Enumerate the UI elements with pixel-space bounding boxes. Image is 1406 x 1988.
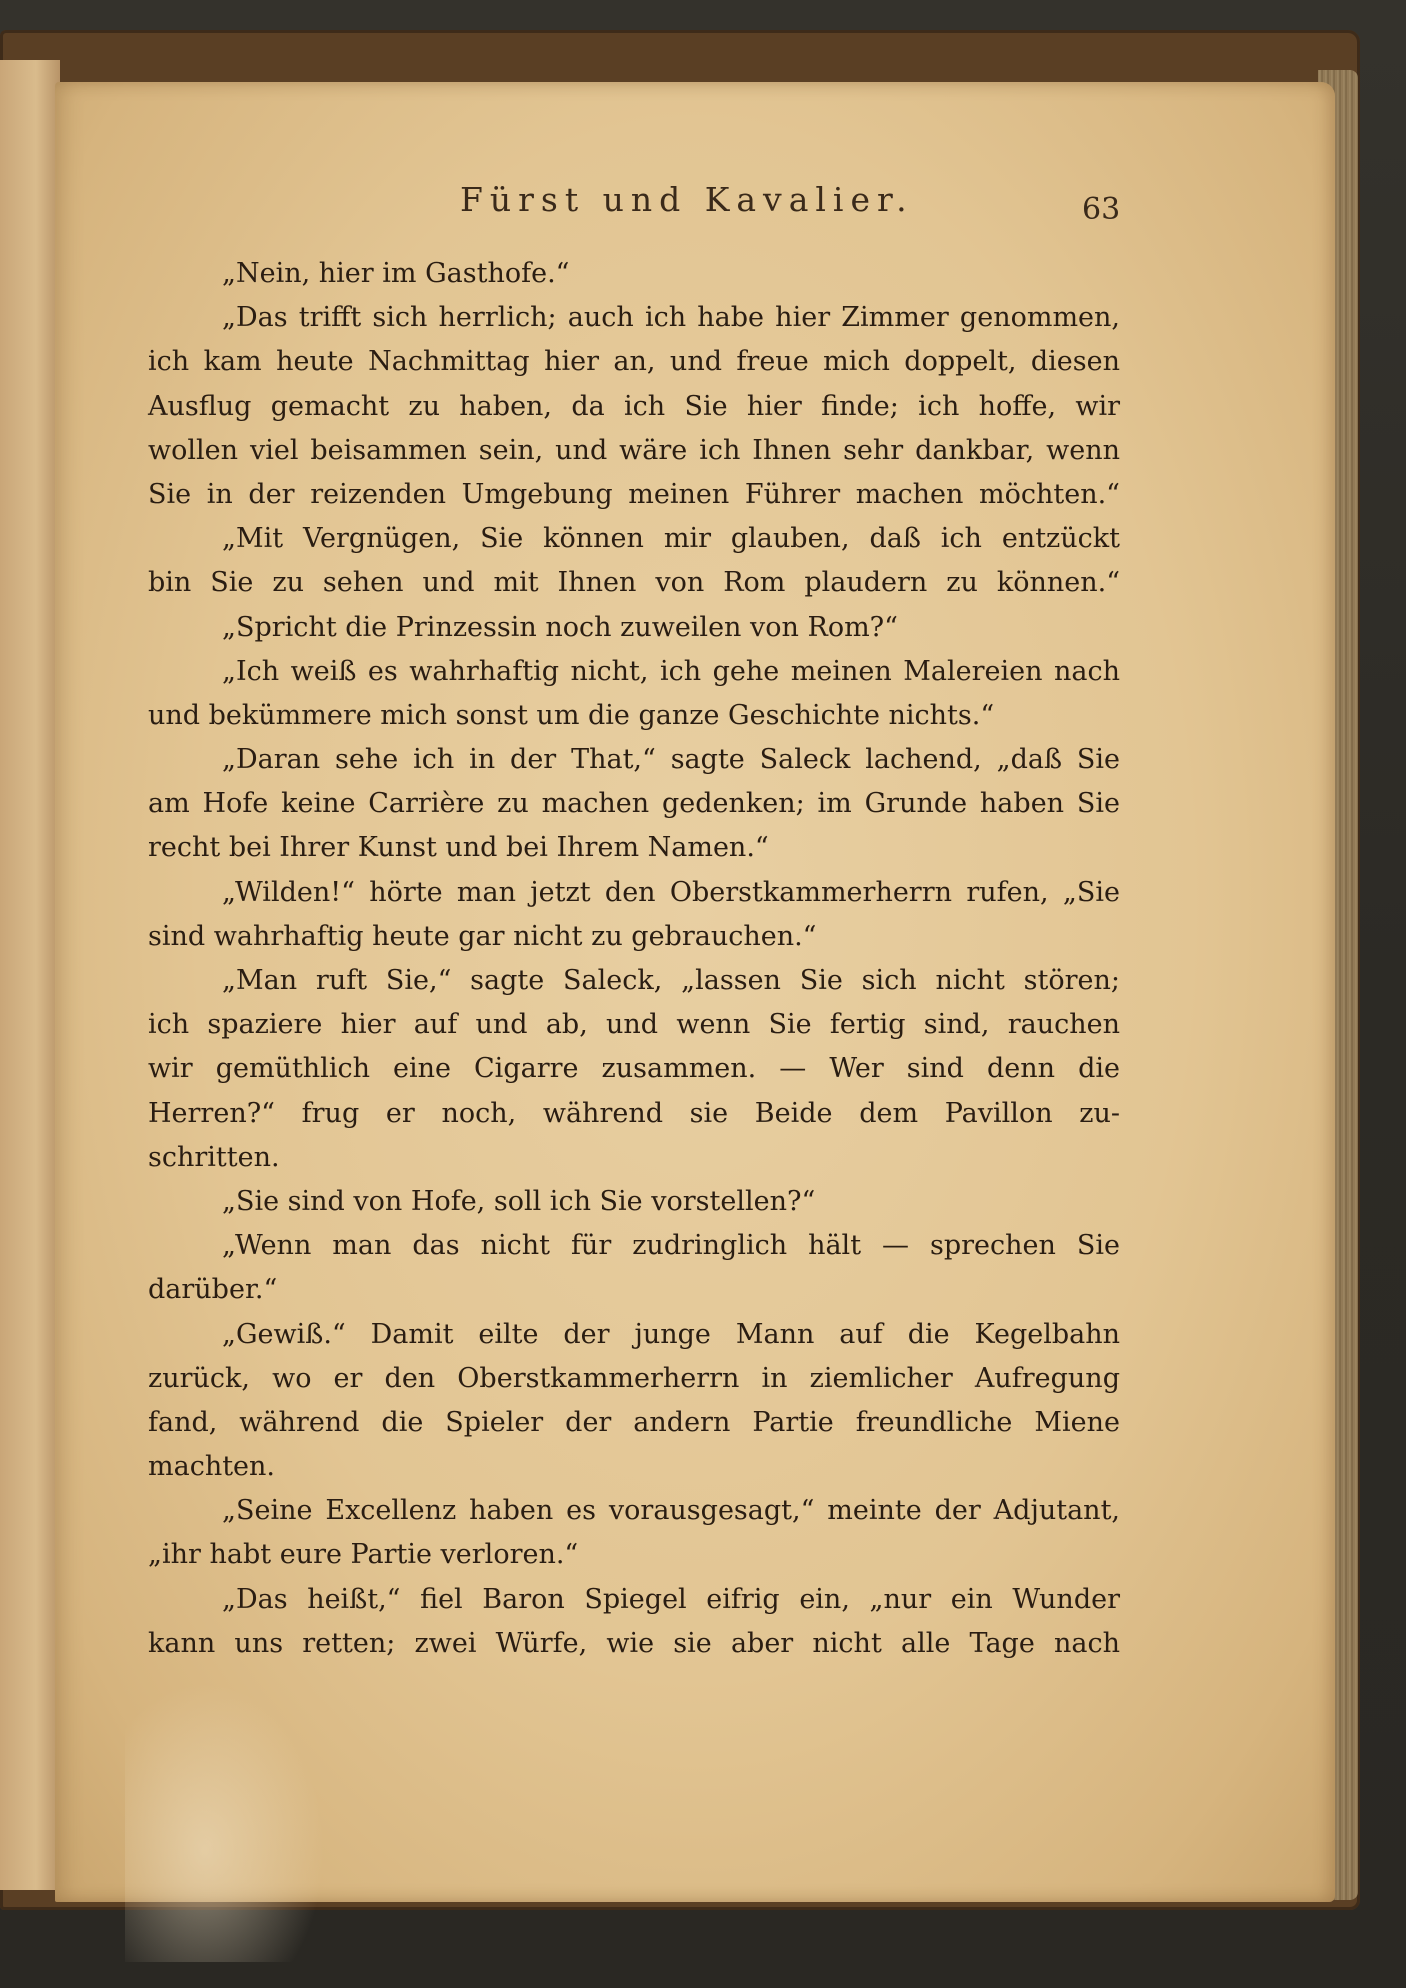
text-line: sind wahrhaftig heute gar nicht zu gebrauchen.“ bbox=[148, 920, 817, 952]
text-line: „Daran sehe ich in der That,“ sagte Saleck lachend, „daß Sie bbox=[222, 744, 1120, 776]
page-number: 63 bbox=[1082, 192, 1121, 227]
text-line: recht bei Ihrer Kunst und bei Ihrem Namen.“ bbox=[148, 832, 769, 864]
text-line: darüber.“ bbox=[148, 1274, 278, 1306]
text-line: „Spricht die Prinzessin noch zuweilen von Rom?“ bbox=[222, 611, 898, 643]
text-line: „Seine Excellenz haben es vorausgesagt,“ meinte der Adjutant, bbox=[222, 1495, 1120, 1527]
text-line: kann uns retten; zwei Würfe, wie sie aber nicht alle Tage nach bbox=[148, 1627, 1120, 1659]
text-line: „Wilden!“ hörte man jetzt den Oberstkammerherrn rufen, „Sie bbox=[222, 876, 1120, 908]
text-line: „Das trifft sich herrlich; auch ich habe hier Zimmer genommen, bbox=[222, 302, 1120, 334]
text-line: „Wenn man das nicht für zudringlich hält — sprechen Sie bbox=[222, 1230, 1120, 1262]
text-line: wollen viel beisammen sein, und wäre ich Ihnen sehr dankbar, wenn bbox=[148, 434, 1120, 466]
text-line: Herren?“ frug er noch, während sie Beide dem Pavillon zu- bbox=[148, 1097, 1120, 1129]
text-line: Ausflug gemacht zu haben, da ich Sie hier finde; ich hoffe, wir bbox=[148, 390, 1120, 422]
text-line: „Das heißt,“ fiel Baron Spiegel eifrig ein, „nur ein Wunder bbox=[222, 1583, 1120, 1615]
body-text bbox=[148, 252, 1120, 1666]
text-line: machten. bbox=[148, 1451, 276, 1483]
text-line: „Sie sind von Hofe, soll ich Sie vorstellen?“ bbox=[222, 1185, 816, 1217]
text-line: ich kam heute Nachmittag hier an, und freue mich doppelt, diesen bbox=[148, 346, 1120, 378]
text-line: fand, während die Spieler der andern Partie freundliche Miene bbox=[148, 1406, 1120, 1438]
paper-stain bbox=[125, 1682, 325, 1962]
text-line: und bekümmere mich sonst um die ganze Geschichte nichts.“ bbox=[148, 699, 995, 731]
text-line: „ihr habt eure Partie verloren.“ bbox=[148, 1539, 579, 1571]
text-line: wir gemüthlich eine Cigarre zusammen. — Wer sind denn die bbox=[148, 1053, 1120, 1085]
running-head: Fürst und Kavalier. bbox=[460, 180, 914, 219]
text-line: „Mit Vergnügen, Sie können mir glauben, daß ich entzückt bbox=[222, 523, 1120, 555]
text-line: ich spaziere hier auf und ab, und wenn Sie fertig sind, rauchen bbox=[148, 1009, 1120, 1041]
text-line: schritten. bbox=[148, 1141, 280, 1173]
facing-page-edge bbox=[0, 60, 60, 1890]
text-line: zurück, wo er den Oberstkammerherrn in ziemlicher Aufregung bbox=[148, 1362, 1120, 1394]
text-line: Sie in der reizenden Umgebung meinen Führer machen möchten.“ bbox=[148, 478, 1120, 510]
text-line: „Gewiß.“ Damit eilte der junge Mann auf die Kegelbahn bbox=[222, 1318, 1120, 1350]
text-line: „Ich weiß es wahrhaftig nicht, ich gehe meinen Malereien nach bbox=[222, 655, 1120, 687]
text-line: „Nein, hier im Gasthofe.“ bbox=[222, 258, 570, 289]
text-line: „Man ruft Sie,“ sagte Saleck, „lassen Sie sich nicht stören; bbox=[222, 965, 1120, 996]
text-line: bin Sie zu sehen und mit Ihnen von Rom plaudern zu können.“ bbox=[148, 567, 1120, 599]
text-line: am Hofe keine Carrière zu machen gedenken; im Grunde haben Sie bbox=[148, 788, 1120, 820]
